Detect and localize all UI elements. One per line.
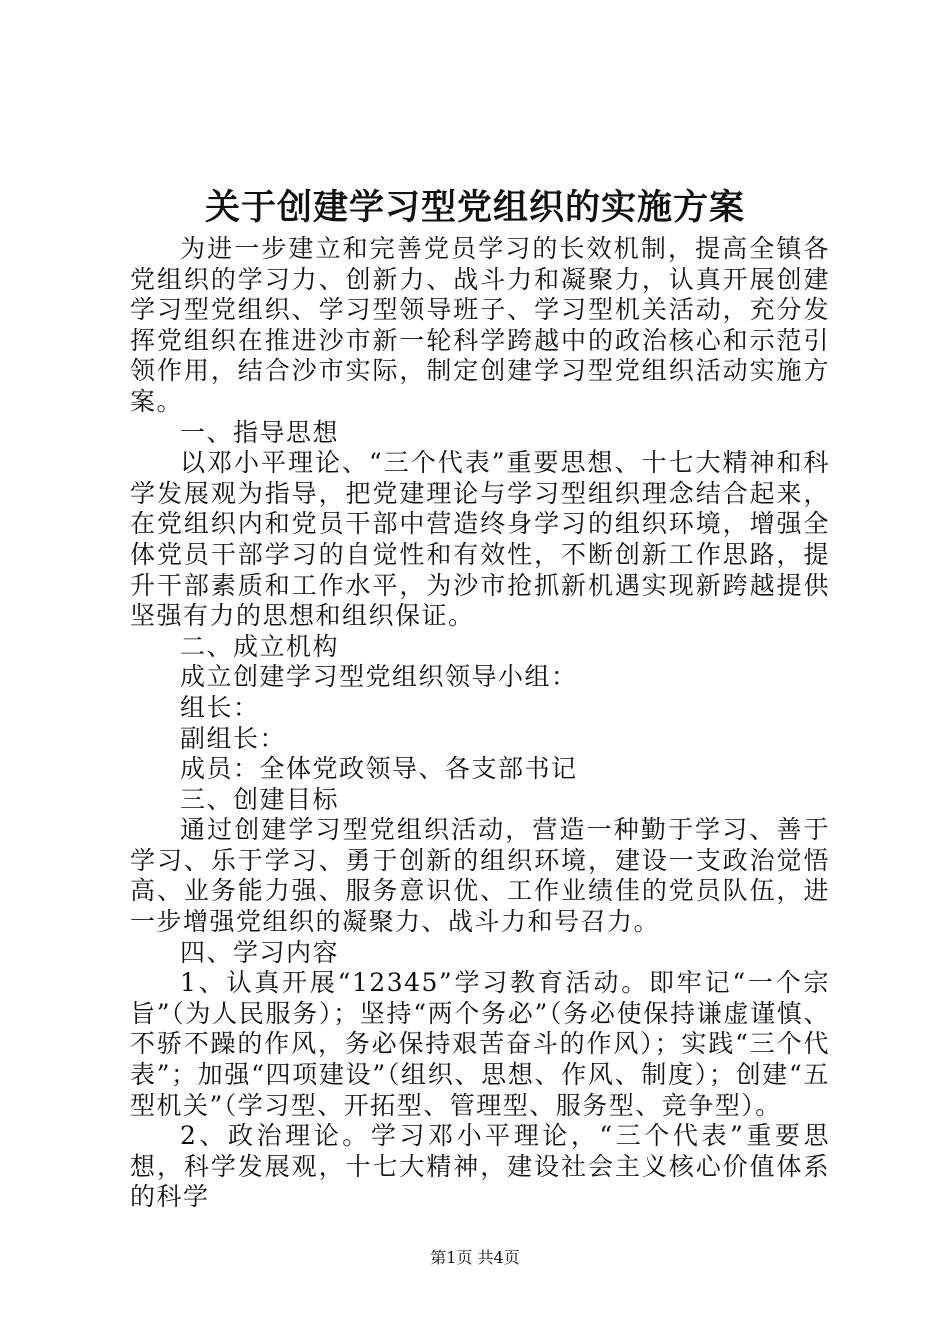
section-heading-guiding-ideology: 一、指导思想 — [180, 417, 340, 447]
content-item-1: 1、认真开展“12345”学习教育活动。即牢记“一个宗旨”（为人民服务）；坚持“两个务必”（务必使保持谦虚谨慎、不骄不躁的作风，务必保持艰苦奋斗的作风）；实践“三个代表”；加强“四项建设”（组织、思想、作风、制度）；创建“五型机关”（学习型、开拓型、管理型、服务型、竞争型）。 — [130, 968, 830, 1120]
organization-line-leader: 组长： — [180, 692, 260, 722]
document-title: 关于创建学习型党组织的实施方案 — [204, 187, 745, 228]
organization-line-members: 成员：全体党政领导、各支部书记 — [180, 754, 578, 784]
organization-line-deputy-leader: 副组长： — [180, 723, 287, 753]
section-paragraph-goals: 通过创建学习型党组织活动，营造一种勤于学习、善于学习、乐于学习、勇于创新的组织环境，建设一支政治觉悟高、业务能力强、服务意识优、工作业绩佳的党员队伍，进一步增强党组织的凝聚力、战斗力和号召力。 — [130, 815, 830, 937]
section-heading-goals: 三、创建目标 — [180, 784, 340, 814]
section-heading-content: 四、学习内容 — [180, 937, 340, 967]
organization-line-group: 成立创建学习型党组织领导小组： — [180, 662, 578, 692]
section-paragraph-guiding-ideology: 以邓小平理论、“三个代表”重要思想、十七大精神和科学发展观为指导，把党建理论与学习型组织理念结合起来，在党组织内和党员干部中营造终身学习的组织环境，增强全体党员干部学习的自觉性和有效性，不断创新工作思路，提升干部素质和工作水平，为沙市抢抓新机遇实现新跨越提供坚强有力的思想和组织保证。 — [130, 448, 830, 631]
section-heading-organization: 二、成立机构 — [180, 631, 340, 661]
document-body — [130, 234, 830, 1213]
intro-paragraph: 为进一步建立和完善党员学习的长效机制，提高全镇各党组织的学习力、创新力、战斗力和凝聚力，认真开展创建学习型党组织、学习型领导班子、学习型机关活动，充分发挥党组织在推进沙市新一轮科学跨越中的政治核心和示范引领作用，结合沙市实际，制定创建学习型党组织活动实施方案。 — [130, 234, 830, 416]
content-item-2: 2、政治理论。学习邓小平理论，“三个代表”重要思想，科学发展观，十七大精神，建设社会主义核心价值体系的科学 — [130, 1121, 830, 1212]
page-number-footer: 第1页 共4页 — [430, 1248, 520, 1267]
